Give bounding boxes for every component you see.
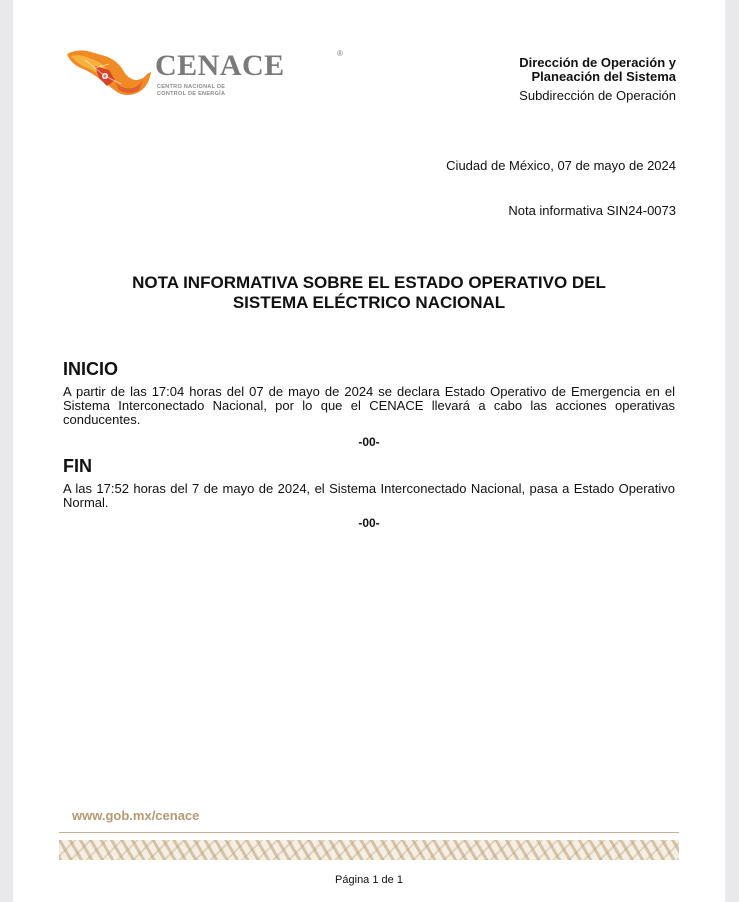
- note-id: Nota informativa SIN24-0073: [508, 203, 676, 218]
- footer-url: www.gob.mx/cenace: [72, 808, 200, 823]
- header-line2: Planeación del Sistema: [531, 69, 676, 84]
- footer-divider: [59, 832, 679, 833]
- document-date: Ciudad de México, 07 de mayo de 2024: [446, 158, 676, 173]
- cenace-logo: [65, 46, 343, 106]
- section-body-inicio: A partir de las 17:04 horas del 07 de mayo de 2024 se declara Estado Operativo de Emergencia en el Sistema Interconectado Nacional, por lo que el CENACE llevará a cabo las acciones operativas conducentes.: [63, 384, 675, 427]
- page-number: Página 1 de 1: [335, 874, 403, 886]
- header-line3: Subdirección de Operación: [519, 88, 676, 103]
- title-line1: NOTA INFORMATIVA SOBRE EL ESTADO OPERATIVO DEL: [132, 273, 606, 292]
- registered-mark: ®: [337, 49, 343, 58]
- logo-subtitle-line2: CONTROL DE ENERGÍA: [157, 91, 226, 97]
- section-body-fin: A las 17:52 horas del 7 de mayo de 2024, el Sistema Interconectado Nacional, pasa a Estado Operativo Normal.: [63, 481, 675, 510]
- logo-name: CENACE: [155, 49, 285, 82]
- logo-subtitle-line1: CENTRO NACIONAL DE: [157, 84, 226, 90]
- header-department: [519, 56, 676, 103]
- section-separator: -00-: [358, 435, 380, 449]
- section-heading-fin: FIN: [63, 456, 92, 476]
- mexico-map-logo-icon: [65, 46, 153, 104]
- section-heading-inicio: INICIO: [63, 359, 119, 379]
- footer-ornament-band: [59, 840, 679, 860]
- document-title: [53, 273, 685, 313]
- document-page: [13, 0, 725, 902]
- title-line2: SISTEMA ELÉCTRICO NACIONAL: [232, 293, 506, 312]
- header-line1: Dirección de Operación y: [519, 55, 676, 70]
- section-separator: -00-: [358, 516, 380, 530]
- logo-subtitle: [157, 84, 277, 98]
